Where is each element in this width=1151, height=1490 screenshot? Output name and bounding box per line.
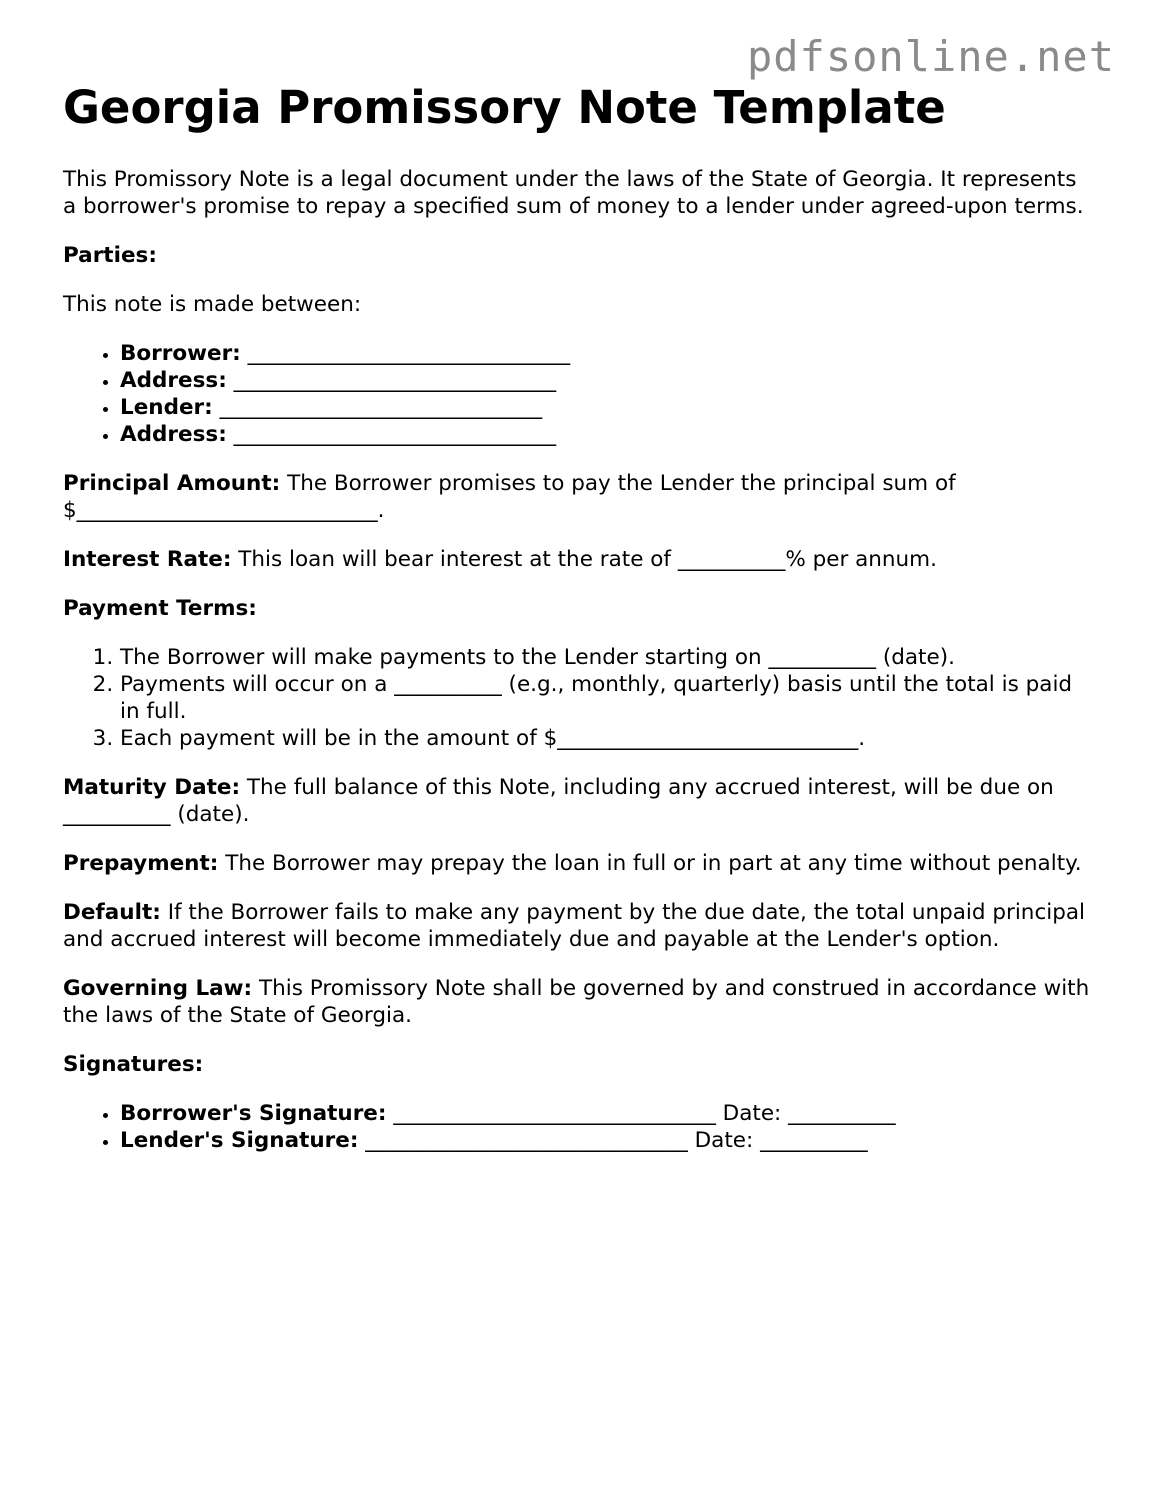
prepayment-paragraph <box>63 850 1093 877</box>
payment-terms-list <box>63 644 1093 752</box>
principal-label: Principal Amount: <box>63 471 281 496</box>
list-item: 3. Each payment will be in the amount of $____________________________. <box>120 725 1093 752</box>
field-label: Address: <box>120 368 227 393</box>
principal-text: The Borrower promises to pay the Lender the principal sum of $____________________________. <box>63 471 956 523</box>
interest-label: Interest Rate: <box>63 547 232 572</box>
signature-line: ______________________________ Date: __________ <box>393 1101 896 1126</box>
list-item-lender-address <box>120 421 1093 448</box>
signature-line: ______________________________ Date: __________ <box>365 1128 868 1153</box>
parties-list <box>63 340 1093 448</box>
signatures-list <box>63 1100 1093 1154</box>
maturity-paragraph <box>63 774 1093 828</box>
signature-label: Lender's Signature: <box>120 1128 359 1153</box>
maturity-label: Maturity Date: <box>63 775 241 800</box>
prepayment-text: The Borrower may prepay the loan in full or in part at any time without penalty. <box>225 851 1082 876</box>
governing-law-label: Governing Law: <box>63 976 253 1001</box>
blank-line: ______________________________ <box>233 368 557 393</box>
signature-label: Borrower's Signature: <box>120 1101 387 1126</box>
list-item-borrower <box>120 340 1093 367</box>
list-item-lender-signature <box>120 1127 1093 1154</box>
default-text: If the Borrower fails to make any payment by the due date, the total unpaid principal and accrued interest will become immediately due and payable at the Lender's option. <box>63 900 1086 952</box>
interest-text: This loan will bear interest at the rate of __________% per annum. <box>238 547 937 572</box>
interest-paragraph <box>63 546 1093 573</box>
field-label: Borrower: <box>120 341 241 366</box>
prepayment-label: Prepayment: <box>63 851 219 876</box>
blank-line: ______________________________ <box>247 341 571 366</box>
list-item: 2. Payments will occur on a __________ (e.g., monthly, quarterly) basis until the total is paid in full. <box>120 671 1093 725</box>
page-title: Georgia Promissory Note Template <box>63 81 946 134</box>
parties-heading: Parties: <box>63 243 157 268</box>
list-item-borrower-signature <box>120 1100 1093 1127</box>
blank-line: ______________________________ <box>219 395 543 420</box>
field-label: Lender: <box>120 395 213 420</box>
principal-paragraph <box>63 470 1093 524</box>
watermark: pdfsonline.net <box>746 32 1115 81</box>
default-paragraph <box>63 899 1093 953</box>
governing-law-text: This Promissory Note shall be governed by and construed in accordance with the laws of the State of Georgia. <box>63 976 1090 1028</box>
field-label: Address: <box>120 422 227 447</box>
document-page <box>63 80 1093 1154</box>
blank-line: ______________________________ <box>233 422 557 447</box>
list-item-borrower-address <box>120 367 1093 394</box>
default-label: Default: <box>63 900 161 925</box>
signatures-heading: Signatures: <box>63 1052 204 1077</box>
payment-terms-heading: Payment Terms: <box>63 596 257 621</box>
maturity-text: The full balance of this Note, including any accrued interest, will be due on __________ (date). <box>63 775 1054 827</box>
list-item-lender <box>120 394 1093 421</box>
list-item: 1. The Borrower will make payments to the Lender starting on __________ (date). <box>120 644 1093 671</box>
parties-lead: This note is made between: <box>63 292 362 317</box>
intro-paragraph: This Promissory Note is a legal document under the laws of the State of Georgia. It represents a borrower's promise to repay a specified sum of money to a lender under agreed-upon terms. <box>63 167 1084 219</box>
governing-law-paragraph <box>63 975 1093 1029</box>
